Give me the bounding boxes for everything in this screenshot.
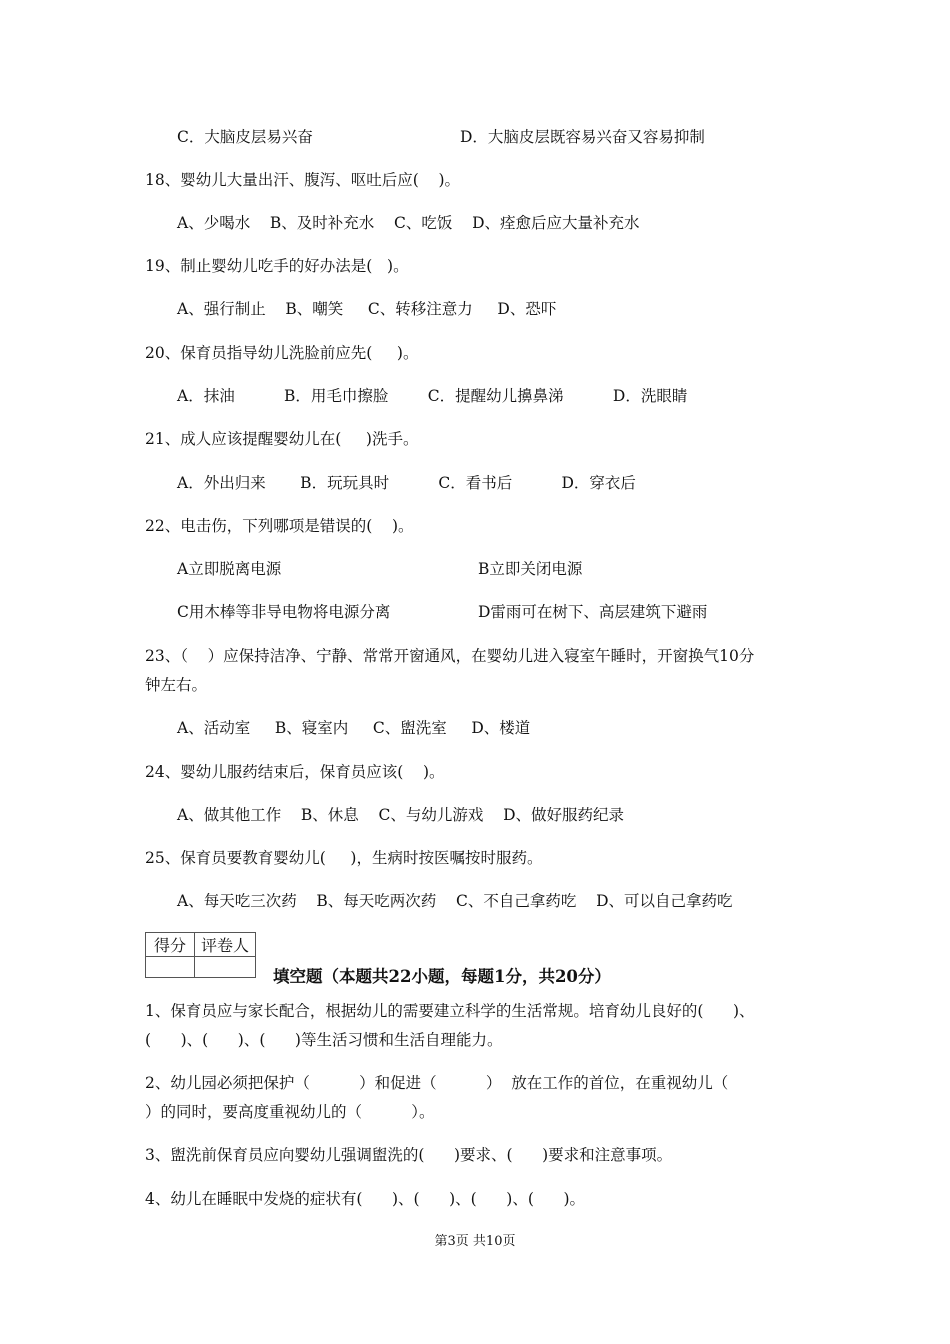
text-line-q22-d: D雷雨可在树下、高层建筑下避雨 xyxy=(478,603,708,621)
text-line-q18-opts: A、少喝水 B、及时补充水 C、吃饭 D、痊愈后应大量补充水 xyxy=(177,214,640,232)
page-footer: 第3页 共10页 xyxy=(434,1234,516,1249)
text-line-f2-l1: 2、幼儿园必须把保护（ ）和促进（ ） 放在工作的首位，在重视幼儿（ xyxy=(145,1074,729,1092)
text-line-q23-l1: 23、（ ）应保持洁净、宁静、常常开窗通风，在婴幼儿进入寝室午睡时，开窗换气10分 xyxy=(145,647,755,665)
score-box xyxy=(145,932,256,978)
text-line-q22-c: C用木棒等非导电物将电源分离 xyxy=(177,603,391,621)
text-line-q22: 22、电击伤，下列哪项是错误的( )。 xyxy=(145,517,414,535)
grader-cell xyxy=(195,957,256,978)
text-line-q25: 25、保育员要教育婴幼儿( )，生病时按医嘱按时服药。 xyxy=(145,849,543,867)
text-line-q22-a: A立即脱离电源 xyxy=(177,560,282,578)
text-line-q20: 20、保育员指导幼儿洗脸前应先( )。 xyxy=(145,344,419,362)
grader-label: 评卷人 xyxy=(195,933,256,957)
text-line-q20-opts: A．抹油 B．用毛巾擦脸 C．提醒幼儿擤鼻涕 D．洗眼睛 xyxy=(177,387,688,405)
text-line-q19: 19、制止婴幼儿吃手的好办法是( )。 xyxy=(145,257,409,275)
text-line-f3: 3、盥洗前保育员应向婴幼儿强调盥洗的( )要求、( )要求和注意事项。 xyxy=(145,1146,673,1164)
text-line-q21: 21、成人应该提醒婴幼儿在( )洗手。 xyxy=(145,430,419,448)
score-label: 得分 xyxy=(146,933,195,957)
text-line-q21-opts: A．外出归来 B．玩玩具时 C．看书后 D．穿衣后 xyxy=(177,474,636,492)
text-line-q23-opts: A、活动室 B、寝室内 C、盥洗室 D、楼道 xyxy=(177,719,531,737)
text-line-f4: 4、幼儿在睡眠中发烧的症状有( )、( )、( )、( )。 xyxy=(145,1190,585,1208)
text-line-q17-d: D．大脑皮层既容易兴奋又容易抑制 xyxy=(460,128,705,146)
text-line-q24-opts: A、做其他工作 B、休息 C、与幼儿游戏 D、做好服药纪录 xyxy=(177,806,624,824)
text-line-q22-b: B立即关闭电源 xyxy=(478,560,583,578)
section-title: 填空题（本题共22小题，每题1分，共20分） xyxy=(273,967,611,986)
text-line-q23-l2: 钟左右。 xyxy=(145,676,208,694)
score-cell xyxy=(146,957,195,978)
text-line-q17-c: C．大脑皮层易兴奋 xyxy=(177,128,313,146)
text-line-f1-l1: 1、保育员应与家长配合，根据幼儿的需要建立科学的生活常规。培育幼儿良好的( )、 xyxy=(145,1002,755,1020)
text-line-f2-l2: ）的同时，要高度重视幼儿的（ ）。 xyxy=(145,1103,435,1121)
text-line-q24: 24、婴幼儿服药结束后，保育员应该( )。 xyxy=(145,763,445,781)
text-line-q19-opts: A、强行制止 B、嘲笑 C、转移注意力 D、恐吓 xyxy=(177,300,557,318)
text-line-f1-l2: ( )、( )、( )等生活习惯和生活自理能力。 xyxy=(145,1031,503,1049)
text-line-q18: 18、婴幼儿大量出汗、腹泻、呕吐后应( )。 xyxy=(145,171,461,189)
text-line-q25-opts: A、每天吃三次药 B、每天吃两次药 C、不自己拿药吃 D、可以自己拿药吃 xyxy=(177,892,733,910)
